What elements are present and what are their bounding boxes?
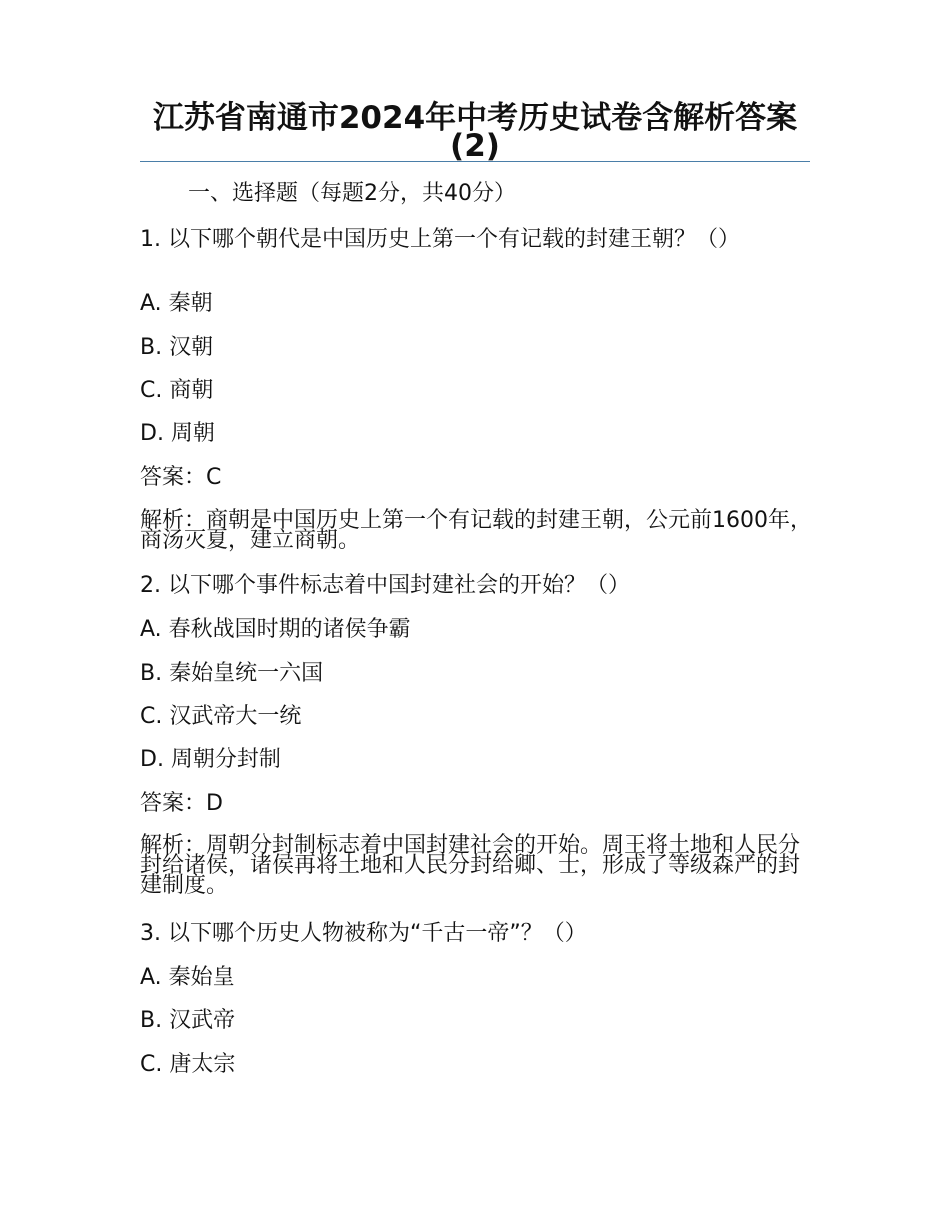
question-3-stem: 3. 以下哪个历史人物被称为“千古一帝”？（） [140, 921, 587, 946]
question-1-stem: 1. 以下哪个朝代是中国历史上第一个有记载的封建王朝？（） [140, 227, 740, 252]
question-2-stem: 2. 以下哪个事件标志着中国封建社会的开始？（） [140, 573, 630, 598]
question-1-option-b: B. 汉朝 [140, 335, 214, 360]
question-2-option-d: D. 周朝分封制 [140, 747, 281, 772]
question-1-option-a: A. 秦朝 [140, 291, 213, 316]
document-title: 江苏省南通市2024年中考历史试卷含解析答案(2) [152, 100, 798, 164]
question-1-analysis: 解析：商朝是中国历史上第一个有记载的封建王朝，公元前1600年，商汤灭夏，建立商朝。 [140, 508, 812, 553]
question-2-option-a: A. 春秋战国时期的诸侯争霸 [140, 617, 411, 642]
question-2-analysis: 解析：周朝分封制标志着中国封建社会的开始。周王将土地和人民分封给诸侯，诸侯再将土地和人民分封给卿、士，形成了等级森严的封建制度。 [140, 833, 801, 898]
question-1-answer: 答案：C [140, 465, 222, 490]
question-2-option-c: C. 汉武帝大一统 [140, 704, 302, 729]
section-heading: 一、选择题（每题2分，共40分） [188, 181, 516, 206]
question-3-option-a: A. 秦始皇 [140, 965, 235, 990]
question-3-option-b: B. 汉武帝 [140, 1008, 236, 1033]
question-1-option-d: D. 周朝 [140, 421, 215, 446]
question-3-option-c: C. 唐太宗 [140, 1052, 236, 1077]
question-2-option-b: B. 秦始皇统一六国 [140, 661, 324, 686]
title-underline [140, 161, 810, 162]
question-2-answer: 答案：D [140, 791, 223, 816]
question-1-option-c: C. 商朝 [140, 378, 214, 403]
